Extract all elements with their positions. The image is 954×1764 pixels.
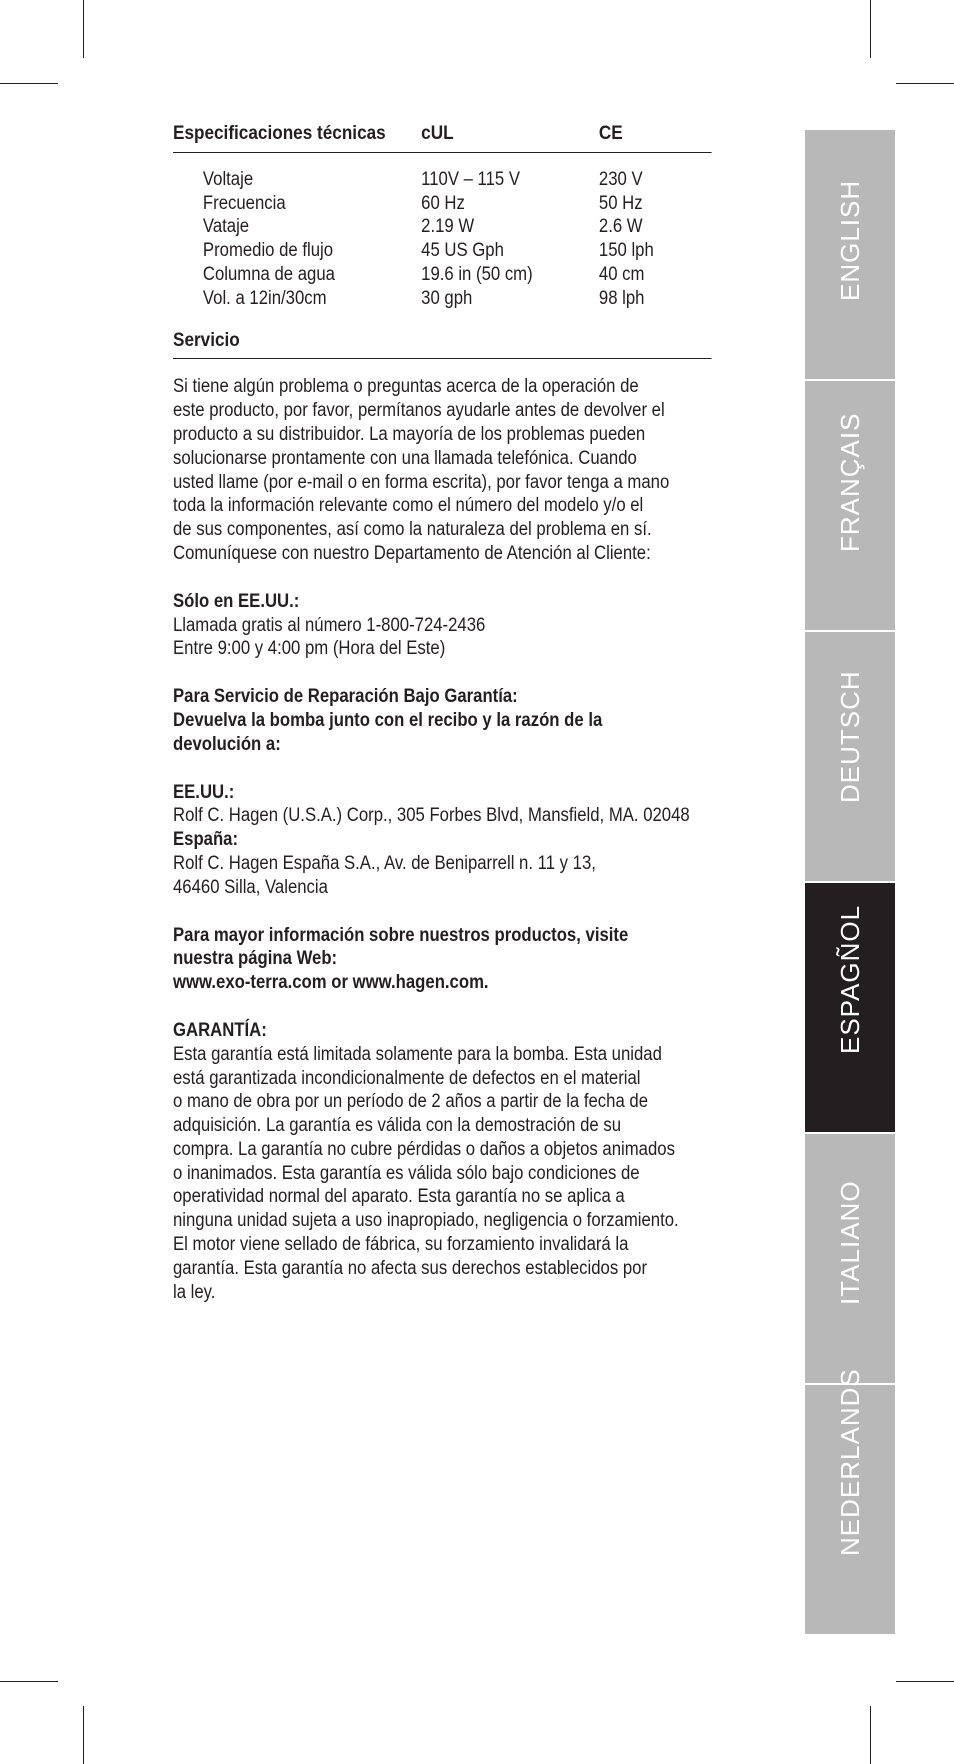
text-line: Si tiene algún problema o preguntas acerca de la operación de [173, 376, 639, 398]
text-line: Para mayor información sobre nuestros productos, visite [173, 924, 629, 946]
tab-label: ITALIANO [835, 1180, 865, 1305]
tab-english[interactable] [805, 130, 895, 379]
spec-value-ce: 40 cm [598, 263, 645, 285]
crop-mark [896, 83, 954, 84]
crop-mark [0, 1681, 58, 1682]
spec-label: Promedio de flujo [202, 240, 334, 262]
text-line: compra. La garantía no cubre pérdidas o daños a objetos animados [173, 1138, 675, 1160]
tab-franais[interactable] [805, 381, 895, 630]
specs-table [203, 168, 712, 311]
spec-row [203, 287, 712, 311]
crop-mark [83, 0, 84, 58]
text-line: www.exo-terra.com or www.hagen.com. [173, 972, 489, 994]
text-line: la ley. [173, 1281, 216, 1303]
warranty-text [173, 1043, 712, 1305]
text-line: o mano de obra por un período de 2 años a partir de la fecha de [173, 1091, 648, 1113]
spec-value-cul: 60 Hz [421, 192, 465, 214]
crop-mark [870, 0, 871, 58]
address-block [173, 781, 712, 900]
text-line: solucionarse prontamente con una llamada telefónica. Cuando [173, 447, 637, 469]
spec-label: Vataje [202, 216, 250, 238]
text-line: está garantizada incondicionalmente de defectos en el material [173, 1067, 641, 1089]
text-line: usted llame (por e-mail o en forma escrita), por favor tenga a mano [173, 471, 670, 493]
spec-label: Columna de agua [202, 263, 335, 285]
tab-label: DEUTSCH [835, 670, 865, 803]
text-line: Esta garantía está limitada solamente para la bomba. Esta unidad [173, 1043, 662, 1065]
crop-mark [896, 1681, 954, 1682]
text-line: operatividad normal del aparato. Esta garantía no se aplica a [173, 1186, 625, 1208]
web-info-block [173, 924, 712, 995]
usa-only-lines [173, 614, 712, 662]
tab-label: NEDERLANDS [835, 1368, 865, 1556]
usa-only-block [173, 590, 712, 661]
warranty-title: GARANTÍA: [173, 1019, 267, 1041]
spec-row [203, 239, 712, 263]
text-line: Comuníquese con nuestro Departamento de Atención al Cliente: [173, 542, 651, 564]
crop-mark [0, 83, 58, 84]
text-line: adquisición. La garantía es válida con la demostración de su [173, 1115, 622, 1137]
crop-mark [83, 1706, 84, 1764]
spec-value-ce: 230 V [598, 168, 643, 190]
crop-mark [870, 1706, 871, 1764]
text-line: Llamada gratis al número 1-800-724-2436 [173, 614, 486, 636]
spec-label: Frecuencia [202, 192, 286, 214]
spec-value-cul: 30 gph [421, 287, 473, 309]
spec-value-cul: 110V – 115 V [421, 168, 521, 190]
spec-row [203, 168, 712, 192]
text-line: garantía. Esta garantía no afecta sus derechos establecidos por [173, 1257, 648, 1279]
spec-value-ce: 2.6 W [598, 216, 643, 238]
text-line: nuestra página Web: [173, 948, 338, 970]
text-line: Rolf C. Hagen España S.A., Av. de Beniparrell n. 11 y 13, [173, 852, 596, 874]
spec-row [203, 192, 712, 216]
text-line: 46460 Silla, Valencia [173, 876, 328, 898]
spec-value-ce: 150 lph [598, 240, 654, 262]
text-line: producto a su distribuidor. La mayoría de los problemas pueden [173, 423, 646, 445]
spec-value-ce: 98 lph [598, 287, 645, 309]
spec-label: Voltaje [202, 168, 254, 190]
usa-only-title: Sólo en EE.UU.: [173, 590, 300, 612]
text-line: devolución a: [173, 733, 281, 755]
tab-label: ENGLISH [835, 179, 865, 301]
text-line: este producto, por favor, permítanos ayudarle antes de devolver el [173, 400, 665, 422]
spain-address [173, 852, 712, 900]
spec-value-cul: 2.19 W [421, 216, 475, 238]
language-tabs [805, 130, 895, 1636]
usa-label: EE.UU.: [173, 781, 235, 803]
specs-title: Especificaciones técnicas [173, 122, 386, 144]
spec-row [203, 263, 712, 287]
document-body [173, 122, 712, 1304]
tab-nederlands[interactable] [805, 1368, 895, 1634]
specs-col-cul: cUL [421, 122, 454, 144]
tab-italiano[interactable] [805, 1134, 895, 1383]
spec-row [203, 215, 712, 239]
text-line: El motor viene sellado de fábrica, su forzamiento invalidará la [173, 1234, 629, 1256]
text-line: Entre 9:00 y 4:00 pm (Hora del Este) [173, 638, 446, 660]
spec-label: Vol. a 12in/30cm [202, 287, 327, 309]
spain-label: España: [173, 829, 239, 851]
service-intro [173, 375, 712, 565]
tab-label: ESPAGÑOL [835, 904, 865, 1054]
warranty-block [173, 1019, 712, 1305]
specs-header [173, 122, 712, 153]
text-line: toda la información relevante como el número del modelo y/o el [173, 495, 644, 517]
service-title: Servicio [173, 329, 712, 360]
text-line: de sus componentes, así como la naturaleza del problema en sí. [173, 519, 652, 541]
tab-label: FRANÇAIS [835, 412, 865, 552]
text-line: Para Servicio de Reparación Bajo Garantía: [173, 686, 518, 708]
text-line: ninguna unidad sujeta a uso inapropiado, negligencia o forzamiento. [173, 1210, 679, 1232]
usa-address: Rolf C. Hagen (U.S.A.) Corp., 305 Forbes Blvd, Mansfield, MA. 02048 [173, 805, 690, 827]
spec-value-cul: 19.6 in (50 cm) [421, 263, 533, 285]
text-line: Devuelva la bomba junto con el recibo y la razón de la [173, 709, 603, 731]
text-line: o inanimados. Esta garantía es válida sólo bajo condiciones de [173, 1162, 640, 1184]
repair-block [173, 685, 712, 756]
specs-col-ce: CE [598, 122, 623, 144]
tab-deutsch[interactable] [805, 632, 895, 881]
spec-value-ce: 50 Hz [598, 192, 643, 214]
spec-value-cul: 45 US Gph [421, 240, 504, 262]
tab-espagol[interactable] [805, 883, 895, 1132]
